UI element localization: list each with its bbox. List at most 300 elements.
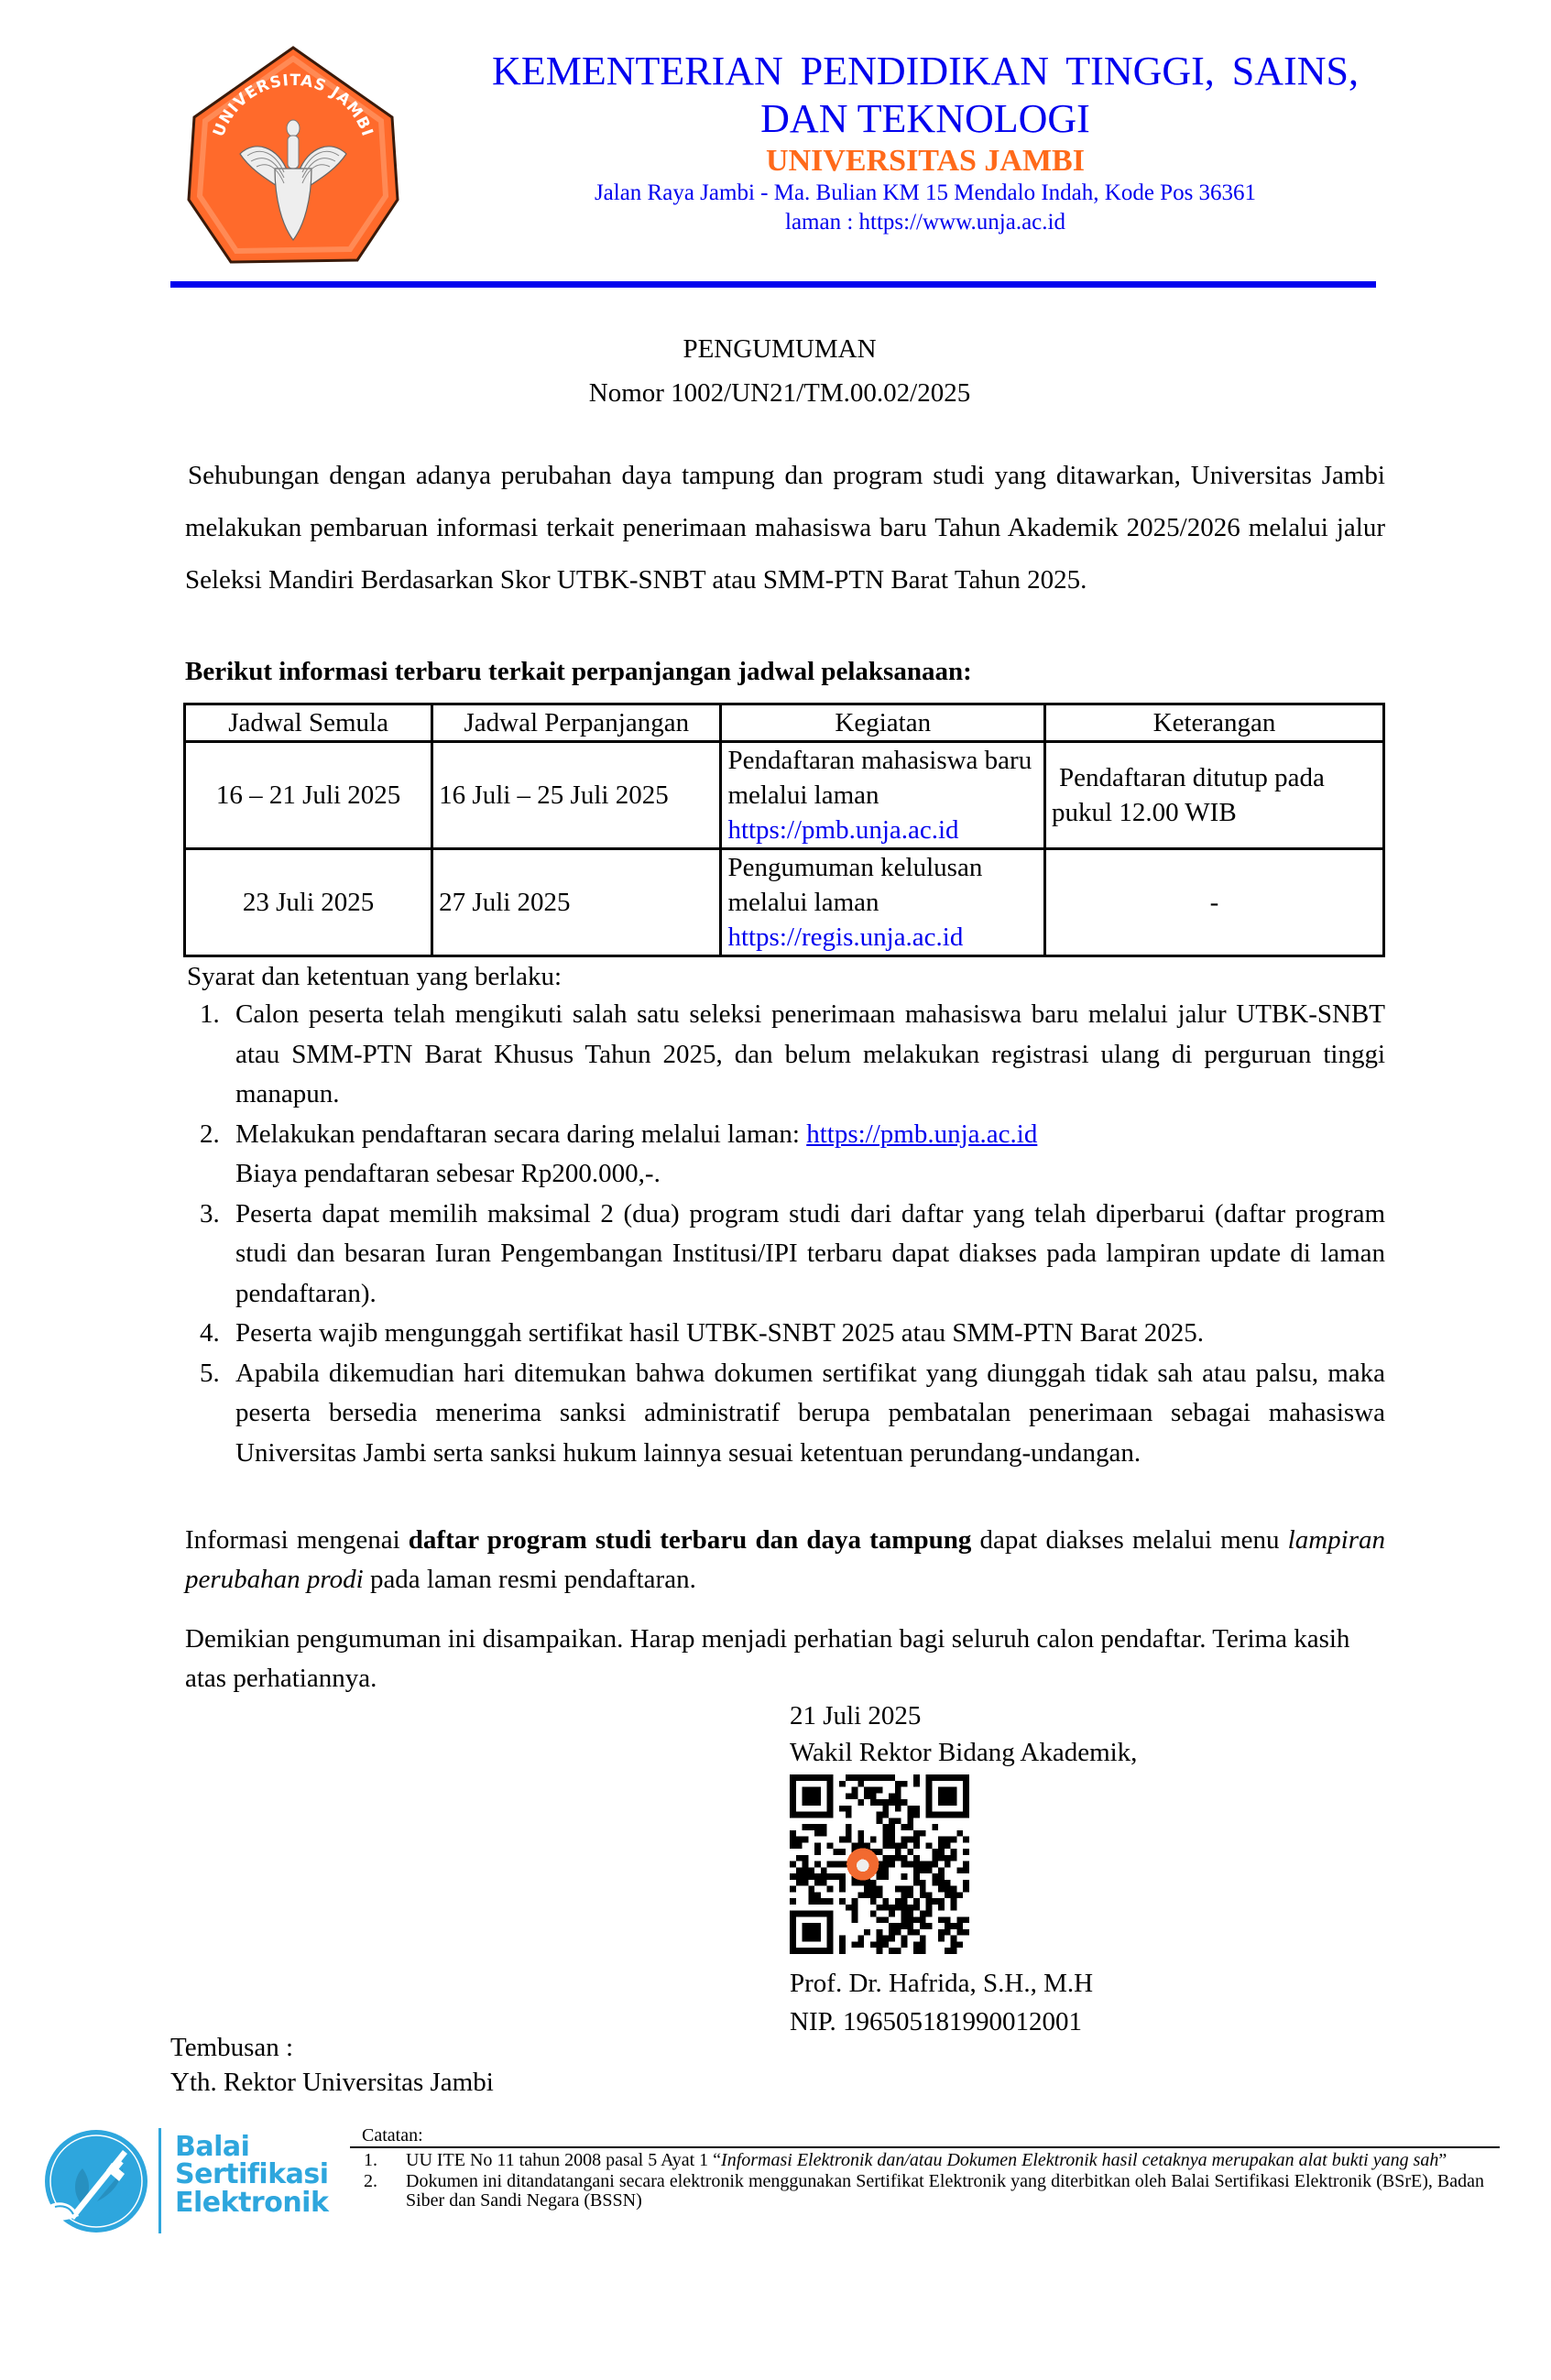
qr-module [877,1936,883,1942]
qr-module [920,1923,926,1929]
qr-module [857,1781,864,1787]
bsre-logo-text: Elektronik [175,2187,329,2219]
qr-module [913,1898,920,1905]
qr-module [814,1830,821,1837]
qr-module [790,1837,796,1843]
qr-module [790,1936,796,1942]
qr-module [956,1923,963,1929]
notes-rule [350,2146,1500,2148]
qr-module [839,1837,846,1843]
qr-module [870,1793,877,1799]
qr-module [889,1793,895,1799]
qr-module [814,1774,821,1781]
list-item [200,1314,1385,1354]
qr-module [852,1916,858,1923]
qr-module [938,1867,945,1873]
qr-module [951,1793,957,1799]
qr-module [932,1898,938,1905]
qr-module [945,1793,951,1799]
qr-module [951,1855,957,1861]
qr-module [790,1806,796,1812]
qr-module [839,1941,846,1948]
qr-module [808,1867,814,1873]
original-schedule: 16 – 21 Juli 2025 [185,742,432,849]
qr-module [877,1892,883,1898]
qr-module [913,1867,920,1873]
qr-module [963,1886,969,1893]
qr-module [882,1936,889,1942]
qr-module [808,1824,814,1830]
qr-module [814,1923,821,1929]
qr-module [852,1905,858,1911]
registration-link[interactable]: https://pmb.unja.ac.id [806,1119,1038,1149]
qr-module [857,1880,864,1886]
bsre-logo-text: Balai [175,2131,250,2163]
qr-module [827,1929,834,1936]
qr-module [864,1886,870,1893]
qr-module [846,1824,852,1830]
qr-module [803,1793,809,1799]
qr-module [827,1911,834,1917]
qr-module [870,1892,877,1898]
note-text: UU ITE No 11 tahun 2008 pasal 5 Ayat 1 “ [406,2150,722,2170]
qr-module [814,1849,821,1855]
qr-module [938,1929,945,1936]
qr-module [864,1774,870,1781]
qr-module [790,1861,796,1868]
qr-module [963,1774,969,1781]
qr-module [926,1793,933,1799]
qr-module [852,1774,858,1781]
qr-module [827,1787,834,1794]
qr-module [945,1929,951,1936]
terms-list [200,995,1385,1473]
qr-module [913,1941,920,1948]
qr-module [907,1892,913,1898]
qr-module [907,1905,913,1911]
qr-module [808,1911,814,1917]
qr-module [857,1830,864,1837]
qr-module [926,1774,933,1781]
notes-list [364,2151,1484,2211]
qr-module [938,1837,945,1843]
pmb-link[interactable]: https://pmb.unja.ac.id [727,815,959,845]
qr-module [882,1799,889,1806]
qr-module [790,1929,796,1936]
qr-module [882,1861,889,1868]
list-number: 4. [200,1318,220,1348]
qr-module [907,1916,913,1923]
qr-module [857,1936,864,1942]
qr-module [938,1812,945,1818]
qr-module [932,1855,938,1861]
qr-module [938,1898,945,1905]
qr-module [814,1861,821,1868]
qr-module [901,1886,908,1893]
qr-module [938,1905,945,1911]
qr-module [857,1799,864,1806]
qr-module [796,1911,803,1917]
qr-module [920,1861,926,1868]
qr-module [963,1812,969,1818]
qr-module [821,1898,827,1905]
list-text: Peserta dapat memilih maksimal 2 (dua) program studi dari daftar yang telah diperbarui (daftar program studi dan besaran Iuran Pengembangan Institusi/IPI terbaru dapat diakses pada lampiran update di laman pendaftaran). [235,1198,1385,1308]
qr-module [920,1892,926,1898]
qr-module [907,1806,913,1812]
qr-module [926,1861,933,1868]
qr-module [827,1873,834,1880]
note-quote: Informasi Elektronik dan/atau Dokumen Elektronik hasil cetaknya merupakan alat bukti yang sah [721,2150,1439,2170]
list-item [200,995,1385,1115]
qr-module [951,1898,957,1905]
qr-module [951,1849,957,1855]
qr-module [827,1898,834,1905]
qr-module [956,1830,963,1837]
document-number: Nomor 1002/UN21/TM.00.02/2025 [588,378,971,408]
qr-module [808,1873,814,1880]
qr-module [790,1774,796,1781]
qr-module [790,1923,796,1929]
qr-module [913,1916,920,1923]
bsre-logo-text: Sertifikasi [175,2158,329,2190]
qr-module [956,1941,963,1948]
qr-module [901,1941,908,1948]
qr-module [846,1812,852,1818]
qr-module [920,1911,926,1917]
qr-module [907,1818,913,1824]
qr-module [852,1898,858,1905]
qr-module [808,1892,814,1898]
qr-module [932,1880,938,1886]
qr-module [907,1929,913,1936]
table-intro: Berikut informasi terbaru terkait perpanjangan jadwal pelaksanaan: [185,657,972,686]
qr-module [790,1793,796,1799]
qr-module [814,1880,821,1886]
qr-module [913,1929,920,1936]
qr-module [895,1923,901,1929]
qr-module [945,1923,951,1929]
qr-module [846,1774,852,1781]
qr-module [945,1861,951,1868]
signatory-nip: NIP. 196505181990012001 [790,2007,1083,2036]
qr-module [839,1861,846,1868]
qr-module [907,1849,913,1855]
table-header-row [185,704,1384,742]
qr-module [870,1911,877,1917]
qr-module [913,1861,920,1868]
bsre-divider [158,2128,161,2233]
qr-module [827,1948,834,1954]
qr-module [827,1842,834,1849]
qr-module [827,1781,834,1787]
qr-module [938,1880,945,1886]
note-cell: Pendaftaran ditutup pada pukul 12.00 WIB [1045,742,1384,849]
qr-module [895,1855,901,1861]
qr-module [920,1941,926,1948]
extended-schedule: 16 Juli – 25 Juli 2025 [432,742,721,849]
qr-module [901,1898,908,1905]
qr-module [901,1861,908,1868]
qr-module [951,1837,957,1843]
qr-module [808,1886,814,1893]
info-middle: dapat diakses melalui menu [971,1525,1288,1555]
column-header: Jadwal Semula [185,704,432,742]
closing-paragraph: Demikian pengumuman ini disampaikan. Harap menjadi perhatian bagi seluruh calon pendaftar. Terima kasih atas perhatiannya. [185,1624,1350,1693]
info-prefix: Informasi mengenai [185,1525,409,1555]
qr-module [882,1873,889,1880]
qr-module [920,1916,926,1923]
list-text: Apabila dikemudian hari ditemukan bahwa dokumen sertifikat yang diunggah tidak sah atau palsu, maka peserta bersedia menerima sanksi administratif berupa pembatalan penerimaan sebagai mahasiswa Universitas Jambi serta sanksi hukum lainnya sesuai ketentuan perundang-undangan. [235,1358,1385,1468]
qr-module [920,1867,926,1873]
qr-module [913,1806,920,1812]
qr-module [895,1799,901,1806]
qr-module [877,1941,883,1948]
qr-module [803,1873,809,1880]
qr-module [814,1842,821,1849]
notes-label: Catatan: [362,2125,423,2145]
qr-module [790,1787,796,1794]
qr-module [821,1948,827,1954]
qr-module [814,1936,821,1942]
qr-module [920,1886,926,1893]
qr-module [870,1941,877,1948]
qr-module [889,1929,895,1936]
qr-module [901,1911,908,1917]
qr-module [796,1837,803,1843]
qr-module [877,1787,883,1794]
qr-module [821,1824,827,1830]
qr-module [796,1842,803,1849]
ministry-name-line2: DAN TEKNOLOGI [760,96,1090,141]
qr-module [877,1929,883,1936]
regis-link[interactable]: https://regis.unja.ac.id [727,923,964,952]
qr-module [846,1830,852,1837]
qr-module [846,1806,852,1812]
qr-module [882,1812,889,1818]
qr-module [913,1842,920,1849]
qr-module [895,1787,901,1794]
university-website: laman : https://www.unja.ac.id [785,210,1065,235]
qr-module [926,1867,933,1873]
note-cell: - [1045,849,1384,956]
qr-module [808,1898,814,1905]
qr-module [945,1855,951,1861]
qr-module [913,1812,920,1818]
terms-heading: Syarat dan ketentuan yang berlaku: [187,962,563,991]
letterhead-rule [170,281,1376,288]
qr-module [951,1905,957,1911]
qr-module [901,1916,908,1923]
qr-module [790,1873,796,1880]
qr-module [864,1892,870,1898]
qr-module [827,1774,834,1781]
qr-module [932,1861,938,1868]
qr-module [907,1861,913,1868]
qr-module [963,1880,969,1886]
qr-module [901,1842,908,1849]
qr-module [864,1880,870,1886]
qr-module [796,1812,803,1818]
info-suffix: pada laman resmi pendaftaran. [363,1565,696,1594]
qr-module [913,1855,920,1861]
qr-module [803,1929,809,1936]
qr-center-emblem [857,1860,869,1872]
qr-module [803,1787,809,1794]
qr-module [870,1886,877,1893]
qr-module [920,1880,926,1886]
qr-module [803,1812,809,1818]
column-header: Kegiatan [721,704,1045,742]
qr-module [821,1774,827,1781]
qr-code-signature [790,1774,969,1954]
qr-module [932,1873,938,1880]
qr-module [913,1774,920,1781]
list-item [200,1115,1385,1195]
qr-module [889,1830,895,1837]
qr-module [790,1948,796,1954]
qr-module [864,1793,870,1799]
qr-module [907,1886,913,1893]
qr-module [808,1936,814,1942]
qr-module [895,1849,901,1855]
list-text: Calon peserta telah mengikuti salah satu seleksi penerimaan mahasiswa baru melalui jalur UTBK-SNBT atau SMM-PTN Barat Khusus Tahun 2025, dan belum melakukan registrasi ulang di perguruan tinggi manapun. [235,999,1385,1108]
qr-module [803,1936,809,1942]
qr-module [938,1886,945,1893]
qr-module [821,1873,827,1880]
signature-date: 21 Juli 2025 [790,1701,922,1730]
qr-module [827,1799,834,1806]
university-name: UNIVERSITAS JAMBI [766,144,1085,178]
qr-module [839,1781,846,1787]
list-number: 5. [200,1358,220,1388]
list-number: 3. [200,1198,220,1228]
qr-module [945,1948,951,1954]
qr-module [926,1905,933,1911]
qr-module [945,1787,951,1794]
qr-module [889,1948,895,1954]
original-schedule: 23 Juli 2025 [185,849,432,956]
schedule-table [183,703,1385,957]
qr-module [796,1873,803,1880]
note-item [364,2151,1484,2171]
qr-module [882,1855,889,1861]
qr-module [956,1867,963,1873]
qr-module [901,1873,908,1880]
qr-module [951,1812,957,1818]
qr-module [833,1849,839,1855]
qr-module [938,1799,945,1806]
qr-module [951,1774,957,1781]
qr-module [938,1849,945,1855]
qr-module [827,1923,834,1929]
qr-module [945,1812,951,1818]
qr-module [814,1873,821,1880]
qr-module [882,1806,889,1812]
qr-module [901,1905,908,1911]
qr-module [882,1830,889,1837]
qr-module [839,1936,846,1942]
list-text: Melakukan pendaftaran secara daring melalui laman: [235,1119,807,1149]
table-row [185,849,1384,956]
note-suffix: ” [1438,2150,1447,2170]
qr-module [938,1842,945,1849]
qr-module [796,1867,803,1873]
qr-module [951,1941,957,1948]
qr-module [877,1774,883,1781]
cc-recipient: Yth. Rektor Universitas Jambi [170,2068,494,2097]
qr-module [913,1873,920,1880]
qr-module [808,1774,814,1781]
info-paragraph [185,1521,1385,1599]
qr-module [852,1842,858,1849]
qr-module [951,1948,957,1954]
qr-module [833,1873,839,1880]
list-item [200,1354,1385,1474]
qr-module [796,1774,803,1781]
qr-module [926,1799,933,1806]
qr-module [877,1799,883,1806]
qr-module [945,1892,951,1898]
qr-module [945,1880,951,1886]
qr-module [882,1898,889,1905]
qr-module [790,1830,796,1837]
qr-module [926,1781,933,1787]
qr-module [814,1929,821,1936]
qr-module [790,1916,796,1923]
qr-module [889,1824,895,1830]
qr-module [895,1842,901,1849]
qr-module [901,1824,908,1830]
qr-module [901,1892,908,1898]
qr-module [803,1880,809,1886]
qr-module [814,1911,821,1917]
qr-module [945,1886,951,1893]
qr-module [951,1936,957,1942]
qr-module [790,1911,796,1917]
qr-module [895,1818,901,1824]
qr-module [907,1923,913,1929]
qr-module [895,1948,901,1954]
qr-module [901,1781,908,1787]
signatory-name: Prof. Dr. Hafrida, S.H., M.H [790,1969,1094,1998]
qr-module [882,1837,889,1843]
qr-module [814,1799,821,1806]
qr-module [938,1873,945,1880]
qr-module [913,1837,920,1843]
ministry-name-line1: KEMENTERIAN PENDIDIKAN TINGGI, SAINS, [492,49,1359,93]
qr-module [846,1837,852,1843]
qr-module [790,1898,796,1905]
qr-module [827,1886,834,1893]
qr-module [839,1880,846,1886]
qr-module [907,1812,913,1818]
qr-module [963,1787,969,1794]
qr-module [945,1799,951,1806]
activity-text: Pengumuman kelulusan melalui laman [727,853,983,917]
qr-module [839,1873,846,1880]
qr-module [963,1799,969,1806]
qr-module [808,1923,814,1929]
qr-module [803,1824,809,1830]
qr-module [808,1948,814,1954]
qr-module [938,1787,945,1794]
column-header: Keterangan [1045,704,1384,742]
qr-module [877,1916,883,1923]
qr-module [803,1855,809,1861]
qr-module [803,1911,809,1917]
qr-module [808,1799,814,1806]
qr-module [895,1806,901,1812]
